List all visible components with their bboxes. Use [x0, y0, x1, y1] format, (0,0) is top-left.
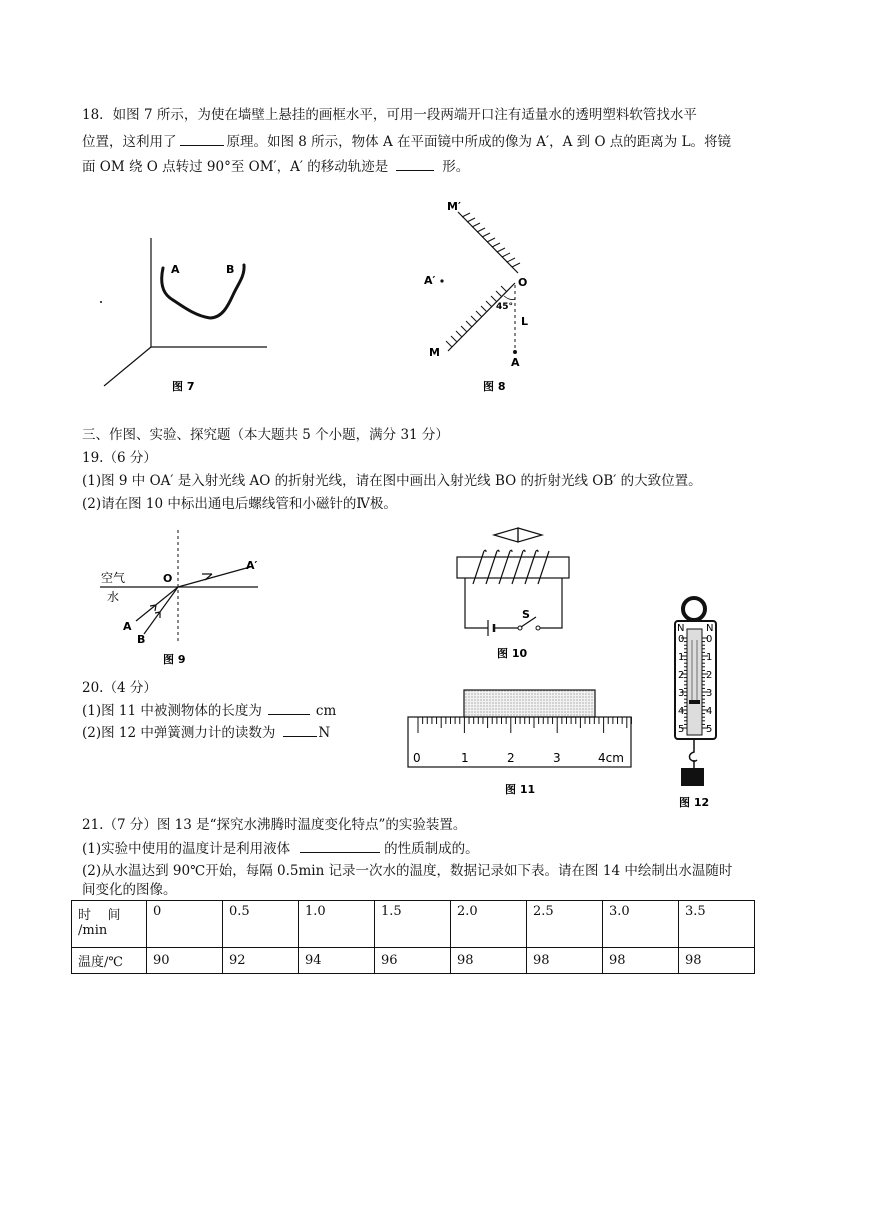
fig8-label-m: M	[429, 346, 440, 359]
scale-unit-left: N	[677, 623, 685, 634]
fig9-label-b: B	[137, 633, 146, 646]
fig7-label-b: B	[226, 263, 235, 276]
fig8-caption: 图 8	[483, 380, 506, 393]
table-row-time	[72, 901, 755, 948]
table-cell-time: 1.0	[299, 901, 375, 948]
q19-part1: (1)图 9 中 OA′ 是入射光线 AO 的折射光线，请在图中画出入射光线 BO 的折射光线 OB′ 的大致位置。	[82, 473, 702, 489]
table-row-temperature	[72, 948, 755, 974]
temperature-table	[71, 900, 755, 974]
section-3-heading: 三、作图、实验、探究题（本大题共 5 个小题，满分 31 分）	[82, 427, 449, 443]
table-cell-time: 0.5	[223, 901, 299, 948]
fig8-label-m-prime: M′	[447, 200, 461, 213]
scale-label-2-left: 2	[678, 670, 685, 681]
scale-label-4-left: 4	[678, 706, 685, 717]
scale-label-3-right: 3	[706, 688, 713, 699]
scale-label-4-right: 4	[706, 706, 713, 717]
q19-part2: (2)请在图 10 中标出通电后螺线管和小磁针的Ⅳ极。	[82, 496, 397, 512]
fig9-label-a: A	[123, 620, 132, 633]
table-cell-temp: 98	[451, 948, 527, 974]
fig8-label-a: A	[511, 356, 520, 369]
fig9-label-air: 空气	[101, 571, 126, 585]
fig7-caption: 图 7	[172, 380, 195, 393]
scale-label-5-right: 5	[706, 724, 713, 735]
table-cell-time: 0	[147, 901, 223, 948]
table-cell-temp: 98	[679, 948, 755, 974]
table-cell-time: 3.5	[679, 901, 755, 948]
scale-label-0-left: 0	[678, 634, 685, 645]
table-cell-time: 2.0	[451, 901, 527, 948]
scale-label-5-left: 5	[678, 724, 685, 735]
ruler-label-1: 1	[461, 751, 469, 765]
q18-line3-end: 形。	[442, 159, 470, 175]
q21-part1-text: (1)实验中使用的温度计是利用液体	[82, 841, 291, 857]
fig10-caption: 图 10	[497, 647, 528, 660]
fig8-label-l: L	[521, 315, 529, 328]
table-cell-temp: 90	[147, 948, 223, 974]
table-cell-time: 3.0	[603, 901, 679, 948]
table-cell-time: 1.5	[375, 901, 451, 948]
table-cell-temp: 96	[375, 948, 451, 974]
fig11-caption: 图 11	[505, 783, 536, 796]
q18-line2-start: 位置，这利用了	[82, 134, 177, 150]
q19-head: 19.（6 分）	[82, 450, 157, 466]
hanging-weight	[681, 768, 704, 786]
scale-ring	[683, 598, 705, 620]
table-cell-temp: 92	[223, 948, 299, 974]
fig8-label-angle: 45°	[496, 302, 514, 312]
q21-part2-cont: 间变化的图像。	[82, 882, 177, 898]
ruler-label-4cm: 4cm	[598, 751, 624, 765]
table-cell-temp: 94	[299, 948, 375, 974]
q18-line3-start: 面 OM 绕 O 点转过 90°至 OM′，A′ 的移动轨迹是	[82, 159, 389, 175]
fig10-label-switch: S	[522, 608, 530, 621]
fig9-label-o: O	[163, 572, 173, 585]
q20-head: 20.（4 分）	[82, 680, 157, 696]
fig8-label-a-prime: A′	[424, 274, 436, 287]
scale-label-2-right: 2	[706, 670, 713, 681]
table-cell-temp: 98	[603, 948, 679, 974]
q21-part1	[82, 838, 479, 859]
table-cell-temp: 98	[527, 948, 603, 974]
scale-hook	[690, 739, 698, 761]
q21-part1-end: 的性质制成的。	[384, 841, 479, 857]
q18-line2-end: 原理。如图 8 所示，物体 A 在平面镜中所成的像为 A′，A 到 O 点的距离为 L。将镜	[226, 134, 732, 150]
table-header-time-line1: 时 间	[78, 908, 121, 923]
q20-part1-unit: cm	[315, 703, 337, 719]
scale-label-0-right: 0	[706, 634, 713, 645]
q20-part2-unit: N	[318, 725, 331, 741]
fig12-caption: 图 12	[679, 796, 710, 809]
fig9-label-water: 水	[107, 590, 120, 604]
scale-label-3-left: 3	[678, 688, 685, 699]
scale-unit-right: N	[706, 623, 714, 634]
q21-head: 21.（7 分）图 13 是“探究水沸腾时温度变化特点”的实验装置。	[82, 817, 467, 833]
q21-part2: (2)从水温达到 90℃开始，每隔 0.5min 记录一次水的温度，数据记录如下表。请在图 14 中绘制出水温随时	[82, 863, 733, 879]
table-header-time-line2: /min	[78, 923, 108, 938]
table-header-time	[72, 901, 147, 948]
table-cell-time: 2.5	[527, 901, 603, 948]
q18-line1: 18．如图 7 所示，为使在墙壁上悬挂的画框水平，可用一段两端开口注有适量水的透明塑料软管找水平	[82, 107, 697, 123]
ruler-label-3: 3	[553, 751, 561, 765]
fig9-label-a-prime: A′	[246, 559, 258, 572]
q20-part1-text: (1)图 11 中被测物体的长度为	[82, 703, 262, 719]
scale-label-1-right: 1	[706, 652, 713, 663]
ruler-label-2: 2	[507, 751, 515, 765]
ruler-label-0: 0	[413, 751, 421, 765]
fig8-label-o: O	[518, 276, 528, 289]
scale-label-1-left: 1	[678, 652, 685, 663]
fig7-label-a: A	[171, 263, 180, 276]
q21-blank-property	[300, 838, 380, 853]
q20-part2-text: (2)图 12 中弹簧测力计的读数为	[82, 725, 276, 741]
table-header-temperature: 温度/℃	[72, 948, 147, 974]
fig9-caption: 图 9	[163, 653, 186, 666]
